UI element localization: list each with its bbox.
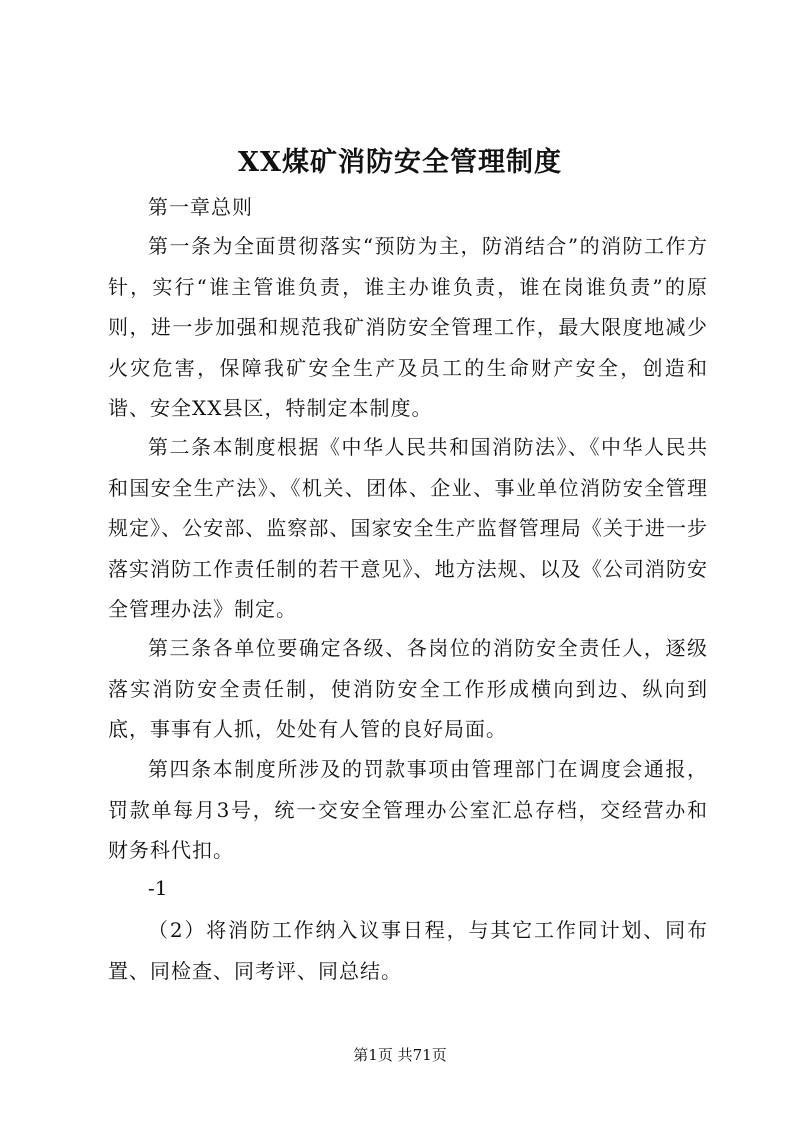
page-marker: -1: [148, 876, 168, 900]
article-4-paragraph: 第四条本制度所涉及的罚款事项由管理部门在调度会通报，罚款单每月3号，统一交安全管理办公室汇总存档，交经营办和财务科代扣。: [108, 757, 708, 862]
page-footer: 第1页 共71页: [353, 1046, 447, 1064]
article-2-paragraph: 第二条本制度根据《中华人民共和国消防法》、《中华人民共和国安全生产法》、《机关、团体、企业、事业单位消防安全管理规定》、公安部、监察部、国家安全生产监督管理局《关于进一步落实消防工作责任制的若干意见》、地方法规、以及《公司消防安全管理办法》制定。: [108, 435, 708, 621]
item-2-paragraph: （2）将消防工作纳入议事日程，与其它工作同计划、同布置、同检查、同考评、同总结。: [108, 918, 708, 983]
article-3-paragraph: 第三条各单位要确定各级、各岗位的消防安全责任人，逐级落实消防安全责任制，使消防安全工作形成横向到边、纵向到底，事事有人抓，处处有人管的良好局面。: [108, 636, 708, 741]
document-title: XX煤矿消防安全管理制度: [238, 147, 562, 178]
chapter-heading: 第一章总则: [148, 195, 253, 219]
article-1-paragraph: 第一条为全面贯彻落实“预防为主，防消结合”的消防工作方针，实行“谁主管谁负责，谁主办谁负责，谁在岗谁负责”的原则，进一步加强和规范我矿消防安全管理工作，最大限度地减少火灾危害，保障我矿安全生产及员工的生命财产安全，创造和谐、安全XX县区，特制定本制度。: [108, 234, 708, 420]
